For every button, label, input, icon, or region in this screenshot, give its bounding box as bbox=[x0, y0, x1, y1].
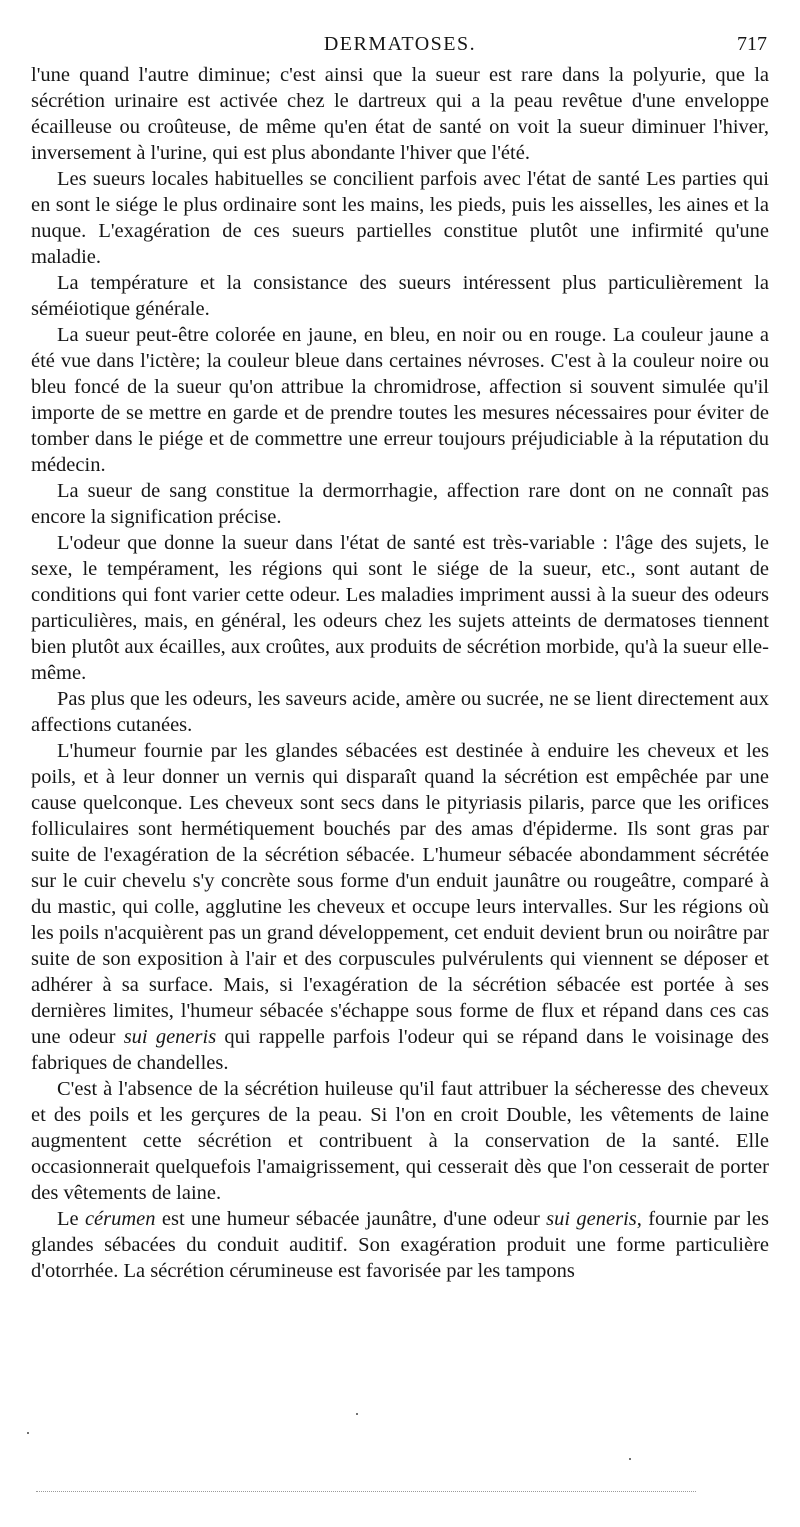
paragraph bbox=[31, 322, 769, 478]
text-run: La température et la consistance des sueurs intéressent plus particulièrement la séméiotique générale. bbox=[31, 272, 769, 320]
text-run: La sueur peut-être colorée en jaune, en bleu, en noir ou en rouge. La couleur jaune a été vue dans l'ictère; la couleur bleue dans certaines névroses. C'est à la couleur noire ou bleu foncé de la sueur qu'on attribue la chromidrose, affection si souvent simulée qu'il importe de se mettre en garde et de prendre toutes les mesures nécessaires pour éviter de tomber dans le piége et de commettre une erreur toujours préjudiciable à la réputation du médecin. bbox=[31, 324, 769, 476]
scan-speck bbox=[27, 1432, 29, 1434]
scan-speck bbox=[356, 1413, 358, 1415]
text-run: L'humeur fournie par les glandes sébacées est destinée à enduire les cheveux et les poils, et à leur donner un vernis qui disparaît quand la sécrétion est empêchée par une cause quelconque. Les cheveux sont secs dans le pityriasis pilaris, parce que les orifices folliculaires sont hermétiquement bouchés par des amas d'épiderme. Ils sont gras par suite de l'exagération de la sécrétion sébacée. L'humeur sébacée abondamment sécrétée sur le cuir chevelu s'y concrète sous forme d'un enduit jaunâtre ou rougeâtre, comparé à du mastic, qui colle, agglutine les cheveux et occupe leurs intervalles. Sur les régions où les poils n'acquièrent pas un grand développement, cet enduit devient brun ou noirâtre par suite de son exposition à l'air et des corpuscules pulvérulents qui viennent se déposer et adhérer à sa surface. Mais, si l'exagération de la sécrétion sébacée est portée à ses dernières limites, l'humeur sébacée s'échappe sous forme de flux et répand dans ces cas une odeur bbox=[31, 740, 769, 1048]
text-run: Pas plus que les odeurs, les saveurs acide, amère ou sucrée, ne se lient directement aux affections cutanées. bbox=[31, 688, 769, 736]
paragraph bbox=[31, 478, 769, 530]
paragraph bbox=[31, 1206, 769, 1284]
book-page bbox=[31, 0, 769, 1284]
italic-run: sui generis bbox=[546, 1208, 637, 1230]
paragraph bbox=[31, 1076, 769, 1206]
footer-dotted-rule bbox=[36, 1491, 696, 1492]
text-run: La sueur de sang constitue la dermorrhagie, affection rare dont on ne connaît pas encore la signification précise. bbox=[31, 480, 769, 528]
italic-run: cérumen bbox=[84, 1208, 156, 1230]
paragraph bbox=[31, 270, 769, 322]
text-run: est une humeur sébacée jaunâtre, d'une odeur bbox=[155, 1208, 547, 1230]
page-header bbox=[31, 0, 769, 62]
italic-run: sui generis bbox=[123, 1026, 217, 1048]
paragraph bbox=[31, 166, 769, 270]
text-run: qui rappelle parfois l'odeur qui se répand dans le voisinage des fabriques de chandelles. bbox=[31, 1026, 769, 1074]
paragraph bbox=[31, 738, 769, 1076]
text-run: l'une quand l'autre diminue; c'est ainsi que la sueur est rare dans la polyurie, que la sécrétion urinaire est activée chez le dartreux qui a la peau revêtue d'une enveloppe écailleuse ou croûteuse, de même qu'en état de santé on voit la sueur diminuer l'hiver, inversement à l'urine, qui est plus abondante l'hiver que l'été. bbox=[31, 64, 769, 164]
text-run: , fournie par les glandes sébacées du conduit auditif. Son exagération produit une forme particulière d'otorrhée. La sécrétion cérumineuse est favorisée par les tampons bbox=[31, 1208, 769, 1282]
body-text bbox=[31, 62, 769, 1284]
text-run: Les sueurs locales habituelles se concilient parfois avec l'état de santé Les parties qui en sont le siége le plus ordinaire sont les mains, les pieds, puis les aisselles, les aines et la nuque. L'exagération de ces sueurs partielles constitue plutôt une infirmité qu'une maladie. bbox=[31, 168, 769, 268]
paragraph bbox=[31, 686, 769, 738]
scan-speck bbox=[629, 1458, 631, 1460]
paragraph bbox=[31, 530, 769, 686]
running-title: DERMATOSES. bbox=[323, 33, 477, 55]
text-run: L'odeur que donne la sueur dans l'état de santé est très-variable : l'âge des sujets, le sexe, le tempérament, les régions qui sont le siége de la sueur, etc., sont autant de conditions qui font varier cette odeur. Les maladies impriment aussi à la sueur des odeurs particulières, mais, en général, les odeurs chez les sujets atteints de dermatoses tiennent bien plutôt aux écailles, aux croûtes, aux produits de sécrétion morbide, qu'à la sueur elle-même. bbox=[31, 532, 769, 684]
text-run: Le bbox=[57, 1208, 85, 1230]
paragraph bbox=[31, 62, 769, 166]
page-number: 717 bbox=[737, 33, 767, 55]
text-run: C'est à l'absence de la sécrétion huileuse qu'il faut attribuer la sécheresse des cheveux et des poils et les gerçures de la peau. Si l'on en croit Double, les vêtements de laine augmentent cette sécrétion et contribuent à la conservation de la santé. Elle occasionnerait quelquefois l'amaigrissement, qui cesserait dès que l'on cesserait de porter des vêtements de laine. bbox=[31, 1078, 769, 1204]
